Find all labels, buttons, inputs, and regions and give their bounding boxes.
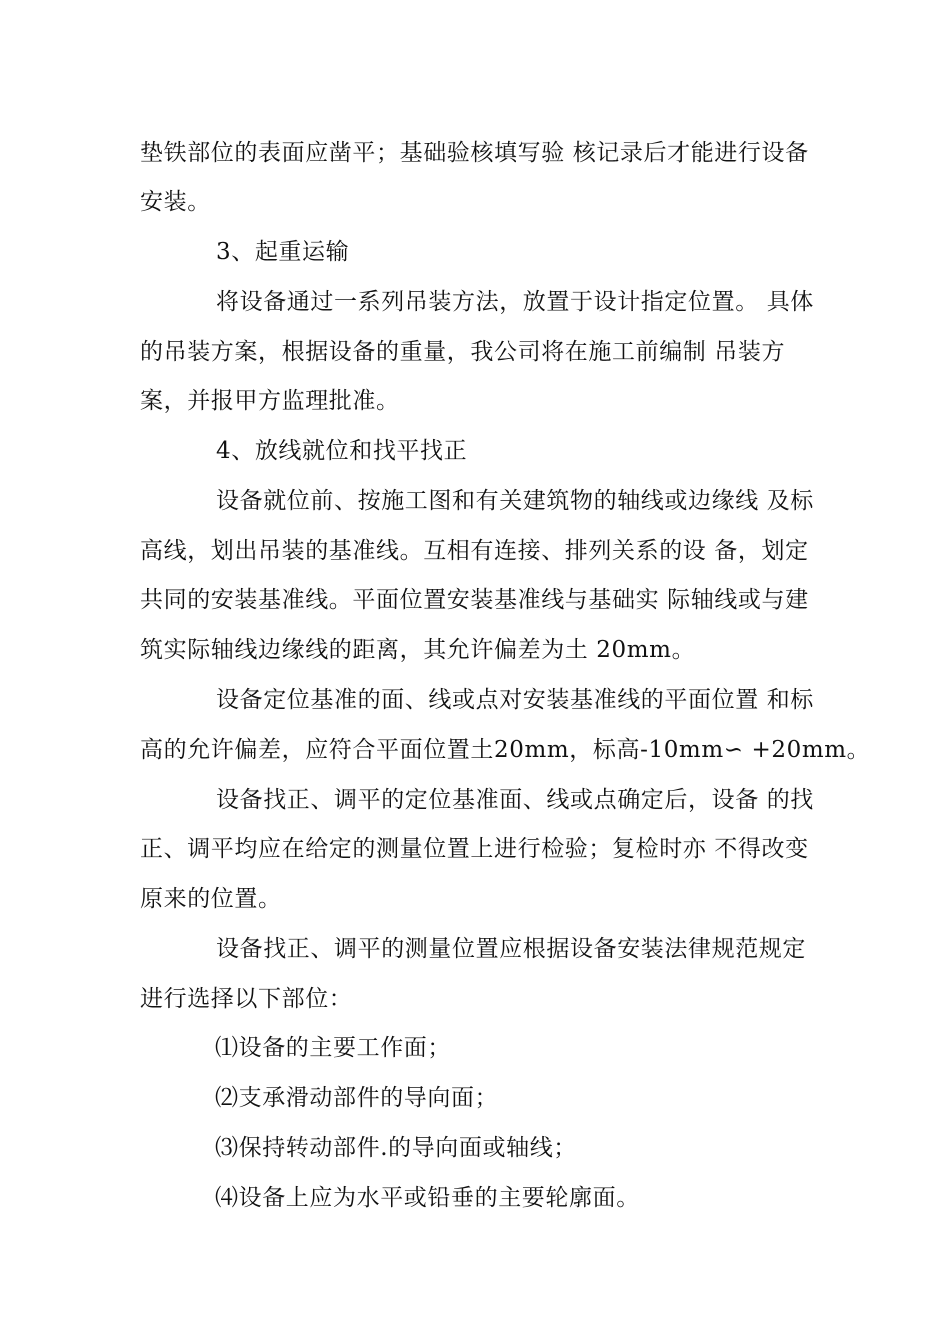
text-line-5: 的吊装方案，根据设备的重量，我公司将在施工前编制 吊装方 <box>140 339 786 365</box>
section-heading-3: 3、起重运输 <box>216 239 350 265</box>
text-line-16: 原来的位置。 <box>140 886 282 912</box>
text-line-1: 垫铁部位的表面应凿平；基础验核填写验 核记录后才能进行设备 <box>140 140 809 166</box>
section-heading-4: 4、放线就位和找平找正 <box>216 438 468 464</box>
text-line-18: 进行选择以下部位： <box>140 986 353 1012</box>
text-line-4: 将设备通过一系列吊装方法，放置于设计指定位置。 具体 <box>216 289 814 315</box>
list-item-1: ⑴设备的主要工作面； <box>215 1035 451 1061</box>
text-line-9: 高线，划出吊装的基准线。互相有连接、排列关系的设 备，划定 <box>140 538 809 564</box>
text-line-15: 正、调平均应在给定的测量位置上进行检验；复检时亦 不得改变 <box>140 836 809 862</box>
text-line-12: 设备定位基准的面、线或点对安装基准线的平面位置 和标 <box>216 687 814 713</box>
list-item-2: ⑵支承滑动部件的导向面； <box>215 1085 499 1111</box>
text-line-11: 筑实际轴线边缘线的距离，其允许偏差为土 20mm。 <box>140 637 696 663</box>
list-item-3: ⑶保持转动部件.的导向面或轴线； <box>215 1135 577 1161</box>
text-line-17: 设备找正、调平的测量位置应根据设备安装法律规范规定 <box>216 936 806 962</box>
text-line-2: 安装。 <box>140 189 211 215</box>
text-line-6: 案，并报甲方监理批准。 <box>140 388 400 414</box>
list-item-4: ⑷设备上应为水平或铅垂的主要轮廓面。 <box>215 1185 640 1211</box>
text-line-14: 设备找正、调平的定位基准面、线或点确定后，设备 的找 <box>216 787 814 813</box>
text-line-13: 高的允许偏差，应符合平面位置土20mm，标高-10mm∽ +20mm。 <box>140 737 871 763</box>
text-line-10: 共同的安装基准线。平面位置安装基准线与基础实 际轴线或与建 <box>140 587 809 613</box>
text-line-8: 设备就位前、按施工图和有关建筑物的轴线或边缘线 及标 <box>216 488 814 514</box>
